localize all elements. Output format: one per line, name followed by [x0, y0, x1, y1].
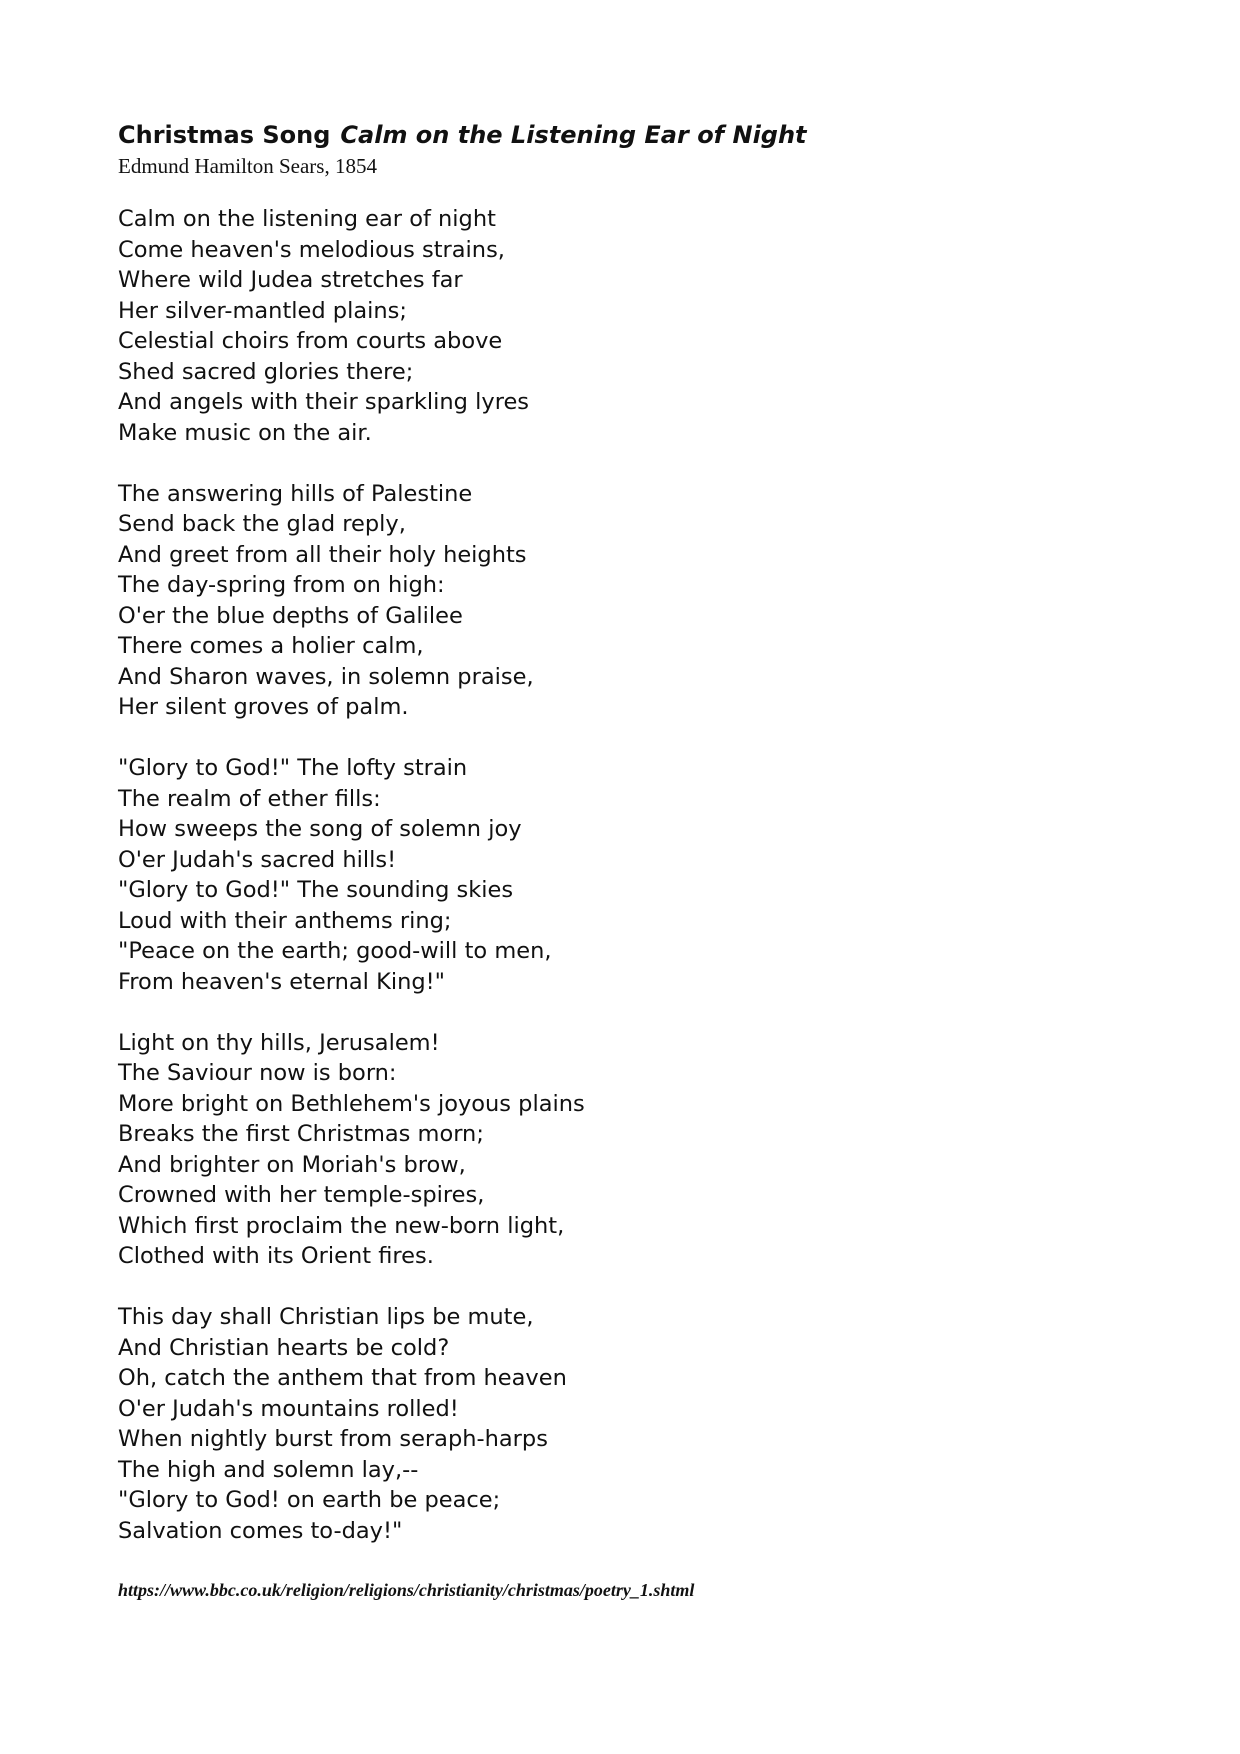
poem-line: Calm on the listening ear of night	[118, 206, 496, 232]
stanza-4	[118, 1028, 1118, 1272]
poem-line: The answering hills of Palestine	[118, 480, 473, 507]
poem-line: The high and solemn lay,--	[118, 1456, 419, 1483]
document-title: Christmas Song	[118, 121, 331, 149]
poem-line: Where wild Judea stretches far	[118, 267, 463, 293]
stanza-2	[118, 479, 1118, 723]
source-url: https://www.bbc.co.uk/religion/religions/christianity/christmas/poetry_1.shtml	[118, 1580, 695, 1600]
poem-line: Clothed with its Orient fires.	[118, 1243, 434, 1269]
poem-line: Send back the glad reply,	[118, 511, 406, 537]
poem-line: The day-spring from on high:	[118, 572, 445, 598]
poem-line: Breaks the first Christmas morn;	[118, 1121, 484, 1147]
poem-line: O'er the blue depths of Galilee	[118, 602, 463, 629]
poem-heading	[118, 118, 1118, 152]
poem-line: Which first proclaim the new-born light,	[118, 1212, 565, 1239]
poem-line: Her silver-mantled plains;	[118, 297, 407, 324]
stanza-1	[118, 204, 1118, 448]
poem-page	[118, 118, 1118, 1577]
poem-line: Her silent groves of palm.	[118, 694, 409, 720]
poem-line: The realm of ether fills:	[118, 785, 381, 812]
poem-line: Salvation comes to-day!"	[118, 1517, 403, 1544]
poem-line: "Glory to God!" The sounding skies	[118, 877, 514, 903]
stanza-5	[118, 1302, 1118, 1546]
author-line: Edmund Hamilton Sears, 1854	[118, 154, 377, 178]
poem-line: And brighter on Moriah's brow,	[118, 1151, 466, 1178]
stanza-3	[118, 753, 1118, 997]
poem-line: From heaven's eternal King!"	[118, 968, 445, 995]
poem-line: More bright on Bethlehem's joyous plains	[118, 1090, 585, 1117]
poem-line: Celestial choirs from courts above	[118, 328, 503, 354]
poem-line: And angels with their sparkling lyres	[118, 389, 530, 415]
poem-line: Crowned with her temple-spires,	[118, 1182, 485, 1208]
poem-line: Loud with their anthems ring;	[118, 907, 452, 934]
poem-line: The Saviour now is born:	[118, 1060, 397, 1086]
poem-line: Oh, catch the anthem that from heaven	[118, 1365, 567, 1391]
poem-line: Come heaven's melodious strains,	[118, 236, 505, 263]
poem-line: O'er Judah's mountains rolled!	[118, 1395, 459, 1422]
poem-line: When nightly burst from seraph-harps	[118, 1426, 548, 1452]
poem-line: There comes a holier calm,	[118, 633, 424, 659]
poem-line: Make music on the air.	[118, 419, 372, 446]
poem-line: O'er Judah's sacred hills!	[118, 846, 397, 873]
poem-line: This day shall Christian lips be mute,	[118, 1304, 534, 1330]
poem-line: How sweeps the song of solemn joy	[118, 816, 522, 842]
poem-line: Shed sacred glories there;	[118, 358, 414, 385]
poem-line: And greet from all their holy heights	[118, 541, 527, 568]
poem-line: "Glory to God!" The lofty strain	[118, 755, 468, 781]
poem-line: "Glory to God! on earth be peace;	[118, 1487, 501, 1513]
poem-line: And Christian hearts be cold?	[118, 1334, 450, 1361]
poem-line: And Sharon waves, in solemn praise,	[118, 663, 534, 690]
poem-line: Light on thy hills, Jerusalem!	[118, 1029, 440, 1056]
poem-line: "Peace on the earth; good-will to men,	[118, 938, 552, 964]
poem-subtitle: Calm on the Listening Ear of Night	[340, 121, 807, 149]
